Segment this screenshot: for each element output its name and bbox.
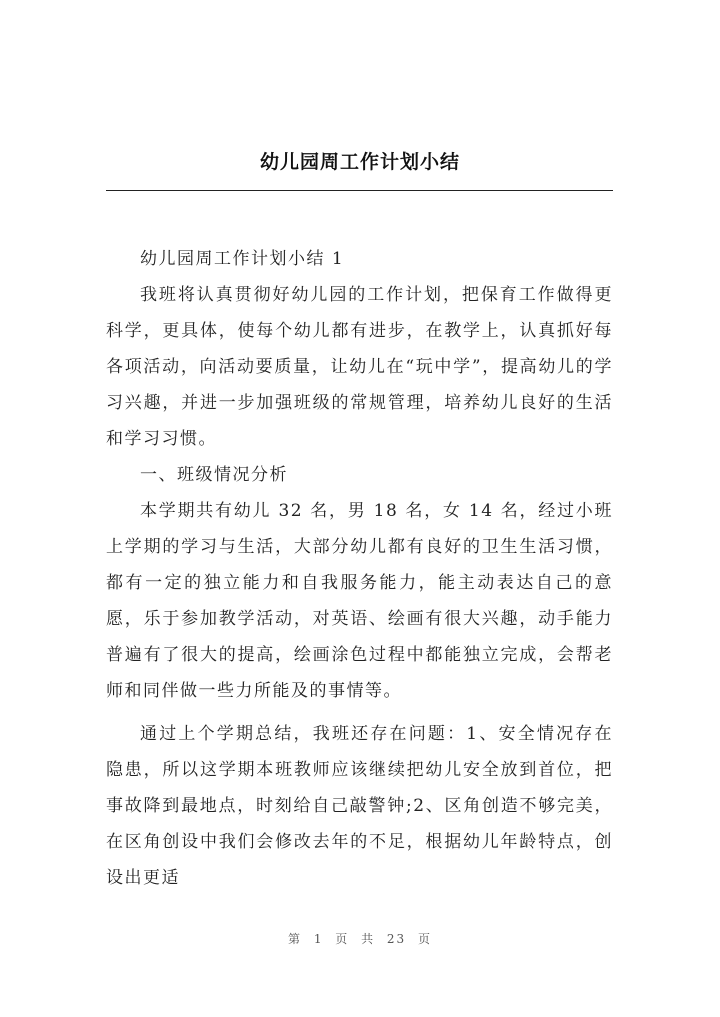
paragraph: 通过上个学期总结，我班还存在问题：1、安全情况存在隐患，所以这学期本班教师应该继续把幼儿安全放到首位，把事故降到最地点，时刻给自己敲警钟;2、区角创造不够完美，在区角创设中我们会修改去年的不足，根据幼儿年龄特点，创设出更适 [106, 724, 613, 888]
section-heading: 一、班级情况分析 [140, 465, 288, 485]
page-number-footer: 第 1 页 共 23 页 [288, 932, 432, 946]
section-heading: 幼儿园周工作计划小结 1 [140, 249, 345, 269]
paragraph: 我班将认真贯彻好幼儿园的工作计划，把保育工作做得更科学，更具体，使每个幼儿都有进步，在教学上，认真抓好每各项活动，向活动要质量，让幼儿在“玩中学”，提高幼儿的学习兴趣，并进一步加强班级的常规管理，培养幼儿良好的生活和学习习惯。 [106, 285, 613, 449]
paragraph: 本学期共有幼儿 32 名，男 18 名，女 14 名，经过小班上学期的学习与生活，大部分幼儿都有良好的卫生生活习惯，都有一定的独立能力和自我服务能力，能主动表达自己的意愿，乐于参加教学活动，对英语、绘画有很大兴趣，动手能力普遍有了很大的提高，绘画涂色过程中都能独立完成，会帮老师和同伴做一些力所能及的事情等。 [106, 501, 613, 701]
title-underline [106, 190, 613, 191]
document-title: 幼儿园周工作计划小结 [259, 151, 460, 173]
document-body [106, 241, 613, 896]
